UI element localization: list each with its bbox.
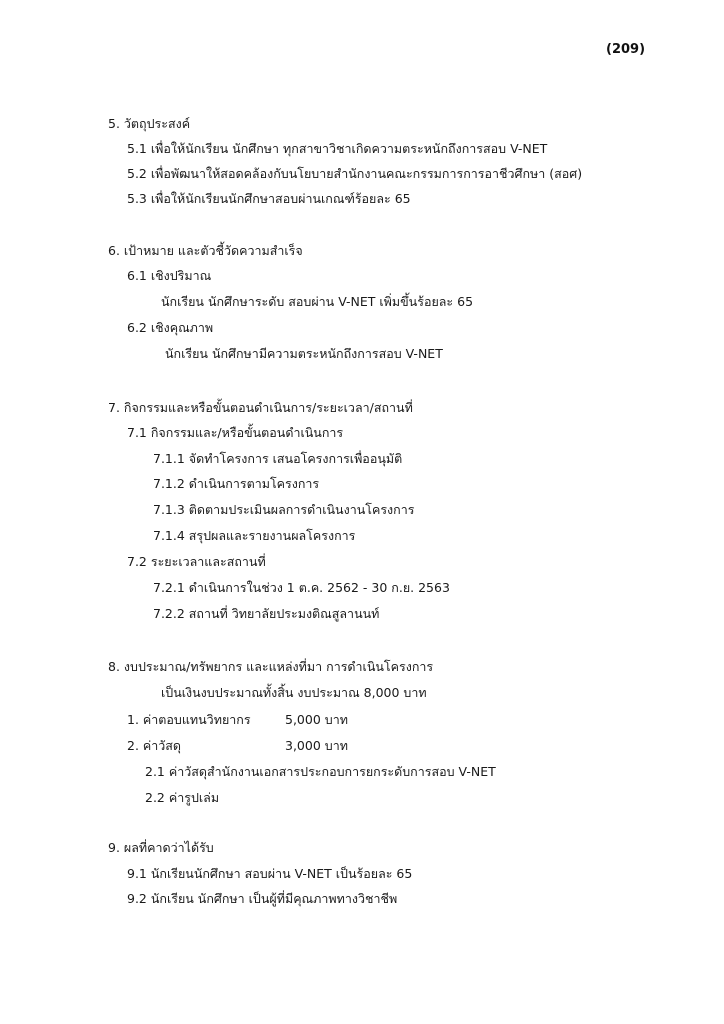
target-6-1-label: 6.1 เชิงปริมาณ — [127, 268, 212, 283]
objective-5-3: 5.3 เพื่อให้นักเรียนนักศึกษาสอบผ่านเกณฑ์ร้อยละ 65 — [127, 191, 411, 206]
objective-5-1: 5.1 เพื่อให้นักเรียน นักศึกษา ทุกสาขาวิชาเกิดความตระหนักถึงการสอบ V-NET — [127, 141, 548, 156]
activity-7-1-label: 7.1 กิจกรรมและ/หรือขั้นตอนดำเนินการ — [127, 425, 344, 440]
section-7-heading: 7. กิจกรรมและหรือขั้นตอนดำเนินการ/ระยะเวลา/สถานที่ — [108, 400, 413, 415]
activity-7-2-1: 7.2.1 ดำเนินการในช่วง 1 ต.ค. 2562 - 30 ก.ย. 2563 — [153, 580, 450, 595]
section-5-heading: 5. วัตถุประสงค์ — [108, 116, 191, 131]
section-9-heading: 9. ผลที่คาดว่าได้รับ — [108, 840, 214, 855]
target-6-2-label: 6.2 เชิงคุณภาพ — [127, 320, 214, 335]
budget-item-2-1: 2.1 ค่าวัสดุสำนักงานเอกสารประกอบการยกระดับการสอบ V-NET — [145, 764, 496, 779]
budget-item-2-amount: 3,000 บาท — [285, 738, 348, 753]
activity-7-1-1: 7.1.1 จัดทำโครงการ เสนอโครงการเพื่ออนุมัติ — [153, 451, 403, 466]
target-6-2-text: นักเรียน นักศึกษามีความตระหนักถึงการสอบ V-NET — [165, 346, 443, 361]
budget-item-1-label: 1. ค่าตอบแทนวิทยากร — [127, 712, 251, 727]
target-6-1-text: นักเรียน นักศึกษาระดับ สอบผ่าน V-NET เพิ่มขึ้นร้อยละ 65 — [161, 294, 474, 309]
objective-5-2: 5.2 เพื่อพัฒนาให้สอดคล้องกับนโยบายสำนักงานคณะกรรมการการอาชีวศึกษา (สอศ) — [127, 166, 583, 181]
section-6-heading: 6. เป้าหมาย และตัวชี้วัดความสำเร็จ — [108, 243, 303, 258]
activity-7-1-3: 7.1.3 ติดตามประเมินผลการดำเนินงานโครงการ — [153, 502, 415, 517]
activity-7-1-4: 7.1.4 สรุปผลและรายงานผลโครงการ — [153, 528, 356, 543]
activity-7-2-label: 7.2 ระยะเวลาและสถานที่ — [127, 554, 266, 569]
activity-7-2-2: 7.2.2 สถานที่ วิทยาลัยประมงติณสูลานนท์ — [153, 606, 380, 621]
activity-7-1-2: 7.1.2 ดำเนินการตามโครงการ — [153, 476, 320, 491]
result-9-2: 9.2 นักเรียน นักศึกษา เป็นผู้ที่มีคุณภาพทางวิชาชีพ — [127, 891, 398, 906]
result-9-1: 9.1 นักเรียนนักศึกษา สอบผ่าน V-NET เป็นร้อยละ 65 — [127, 866, 413, 881]
budget-item-1-amount: 5,000 บาท — [285, 712, 348, 727]
section-8-heading: 8. งบประมาณ/ทรัพยากร และแหล่งที่มา การดำเนินโครงการ — [108, 659, 434, 674]
budget-total: เป็นเงินงบประมาณทั้งสิ้น งบประมาณ 8,000 บาท — [161, 685, 427, 700]
page-number: (209) — [606, 42, 646, 57]
budget-item-2-label: 2. ค่าวัสดุ — [127, 738, 182, 753]
budget-item-2-2: 2.2 ค่ารูปเล่ม — [145, 790, 220, 805]
